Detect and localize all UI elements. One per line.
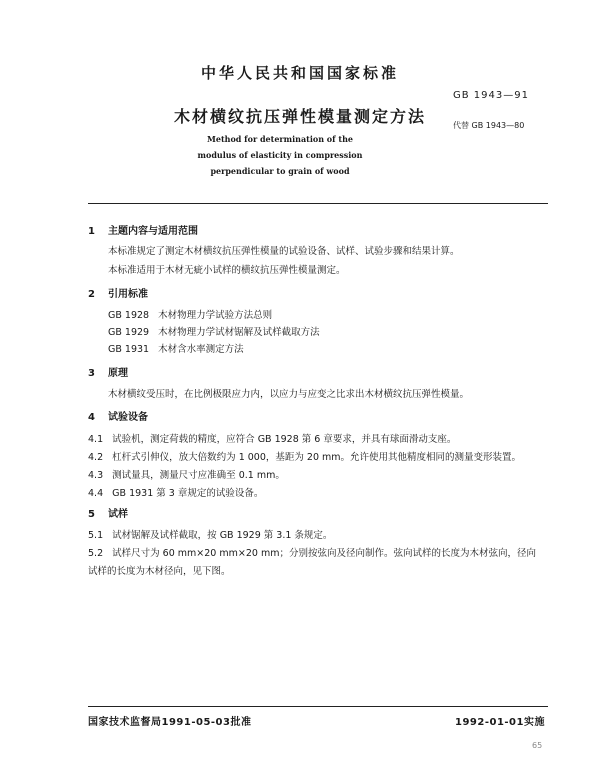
section-3-heading xyxy=(88,364,128,379)
section-number: 1 xyxy=(88,226,95,237)
english-title-line-3: perpendicular to grain of wood xyxy=(210,166,350,176)
section-5-heading xyxy=(88,505,128,520)
section-title: 试验设备 xyxy=(108,412,148,423)
effective-date: 1992-01-01实施 xyxy=(455,717,545,728)
english-title-line-2: modulus of elasticity in compression xyxy=(197,150,363,160)
section-title: 试样 xyxy=(108,509,128,520)
paragraph-line: 本标准规定了测定木材横纹抗压弹性模量的试验设备、试样、试验步骤和结果计算。 xyxy=(108,246,460,257)
english-title-line-1: Method for determination of the xyxy=(207,134,353,144)
document-title: 木材横纹抗压弹性模量测定方法 xyxy=(173,107,426,126)
section-2-heading xyxy=(88,285,148,300)
reference-item: GB 1931 木材含水率测定方法 xyxy=(108,344,244,355)
clause-line: 4.2 杠杆式引伸仪，放大倍数约为 1 000，基距为 20 mm。允许使用其他精度相同的测量变形装置。 xyxy=(88,452,522,463)
page-number: 65 xyxy=(532,741,543,750)
section-number: 5 xyxy=(88,509,95,520)
approval-info: 国家技术监督局1991-05-03批准 xyxy=(88,717,252,728)
clause-line: 4.3 测试量具，测量尺寸应准确至 0.1 mm。 xyxy=(88,470,285,481)
clause-line: 4.1 试验机，测定荷载的精度，应符合 GB 1928 第 6 章要求，并具有球面滑动支座。 xyxy=(88,434,457,445)
section-title: 引用标准 xyxy=(108,289,148,300)
section-4-heading xyxy=(88,408,148,423)
clause-line: 试样的长度为木材径向，见下图。 xyxy=(88,566,231,577)
paragraph-line: 本标准适用于木材无疵小试样的横纹抗压弹性模量测定。 xyxy=(108,265,346,276)
standard-code: GB 1943—91 xyxy=(453,90,529,101)
section-1-heading xyxy=(88,222,198,237)
footer-divider xyxy=(88,706,548,707)
reference-item: GB 1929 木材物理力学试材锯解及试样截取方法 xyxy=(108,327,320,338)
section-title: 原理 xyxy=(108,368,128,379)
clause-line: 4.4 GB 1931 第 3 章规定的试验设备。 xyxy=(88,488,264,499)
clause-line: 5.2 试样尺寸为 60 mm×20 mm×20 mm；分别按弦向及径向制作。弦向试样的长度为木材弦向，径向 xyxy=(88,548,536,559)
section-number: 3 xyxy=(88,368,95,379)
section-number: 2 xyxy=(88,289,95,300)
reference-item: GB 1928 木材物理力学试验方法总则 xyxy=(108,310,273,321)
clause-line: 5.1 试材锯解及试样截取，按 GB 1929 第 3.1 条规定。 xyxy=(88,530,333,541)
header-divider xyxy=(88,203,548,204)
replaces-standard: 代替 GB 1943—80 xyxy=(453,121,525,130)
national-standard-heading: 中华人民共和国国家标准 xyxy=(200,64,399,82)
section-title: 主题内容与适用范围 xyxy=(108,226,198,237)
paragraph-line: 木材横纹受压时，在比例极限应力内，以应力与应变之比求出木材横纹抗压弹性模量。 xyxy=(108,389,470,400)
section-number: 4 xyxy=(88,412,95,423)
